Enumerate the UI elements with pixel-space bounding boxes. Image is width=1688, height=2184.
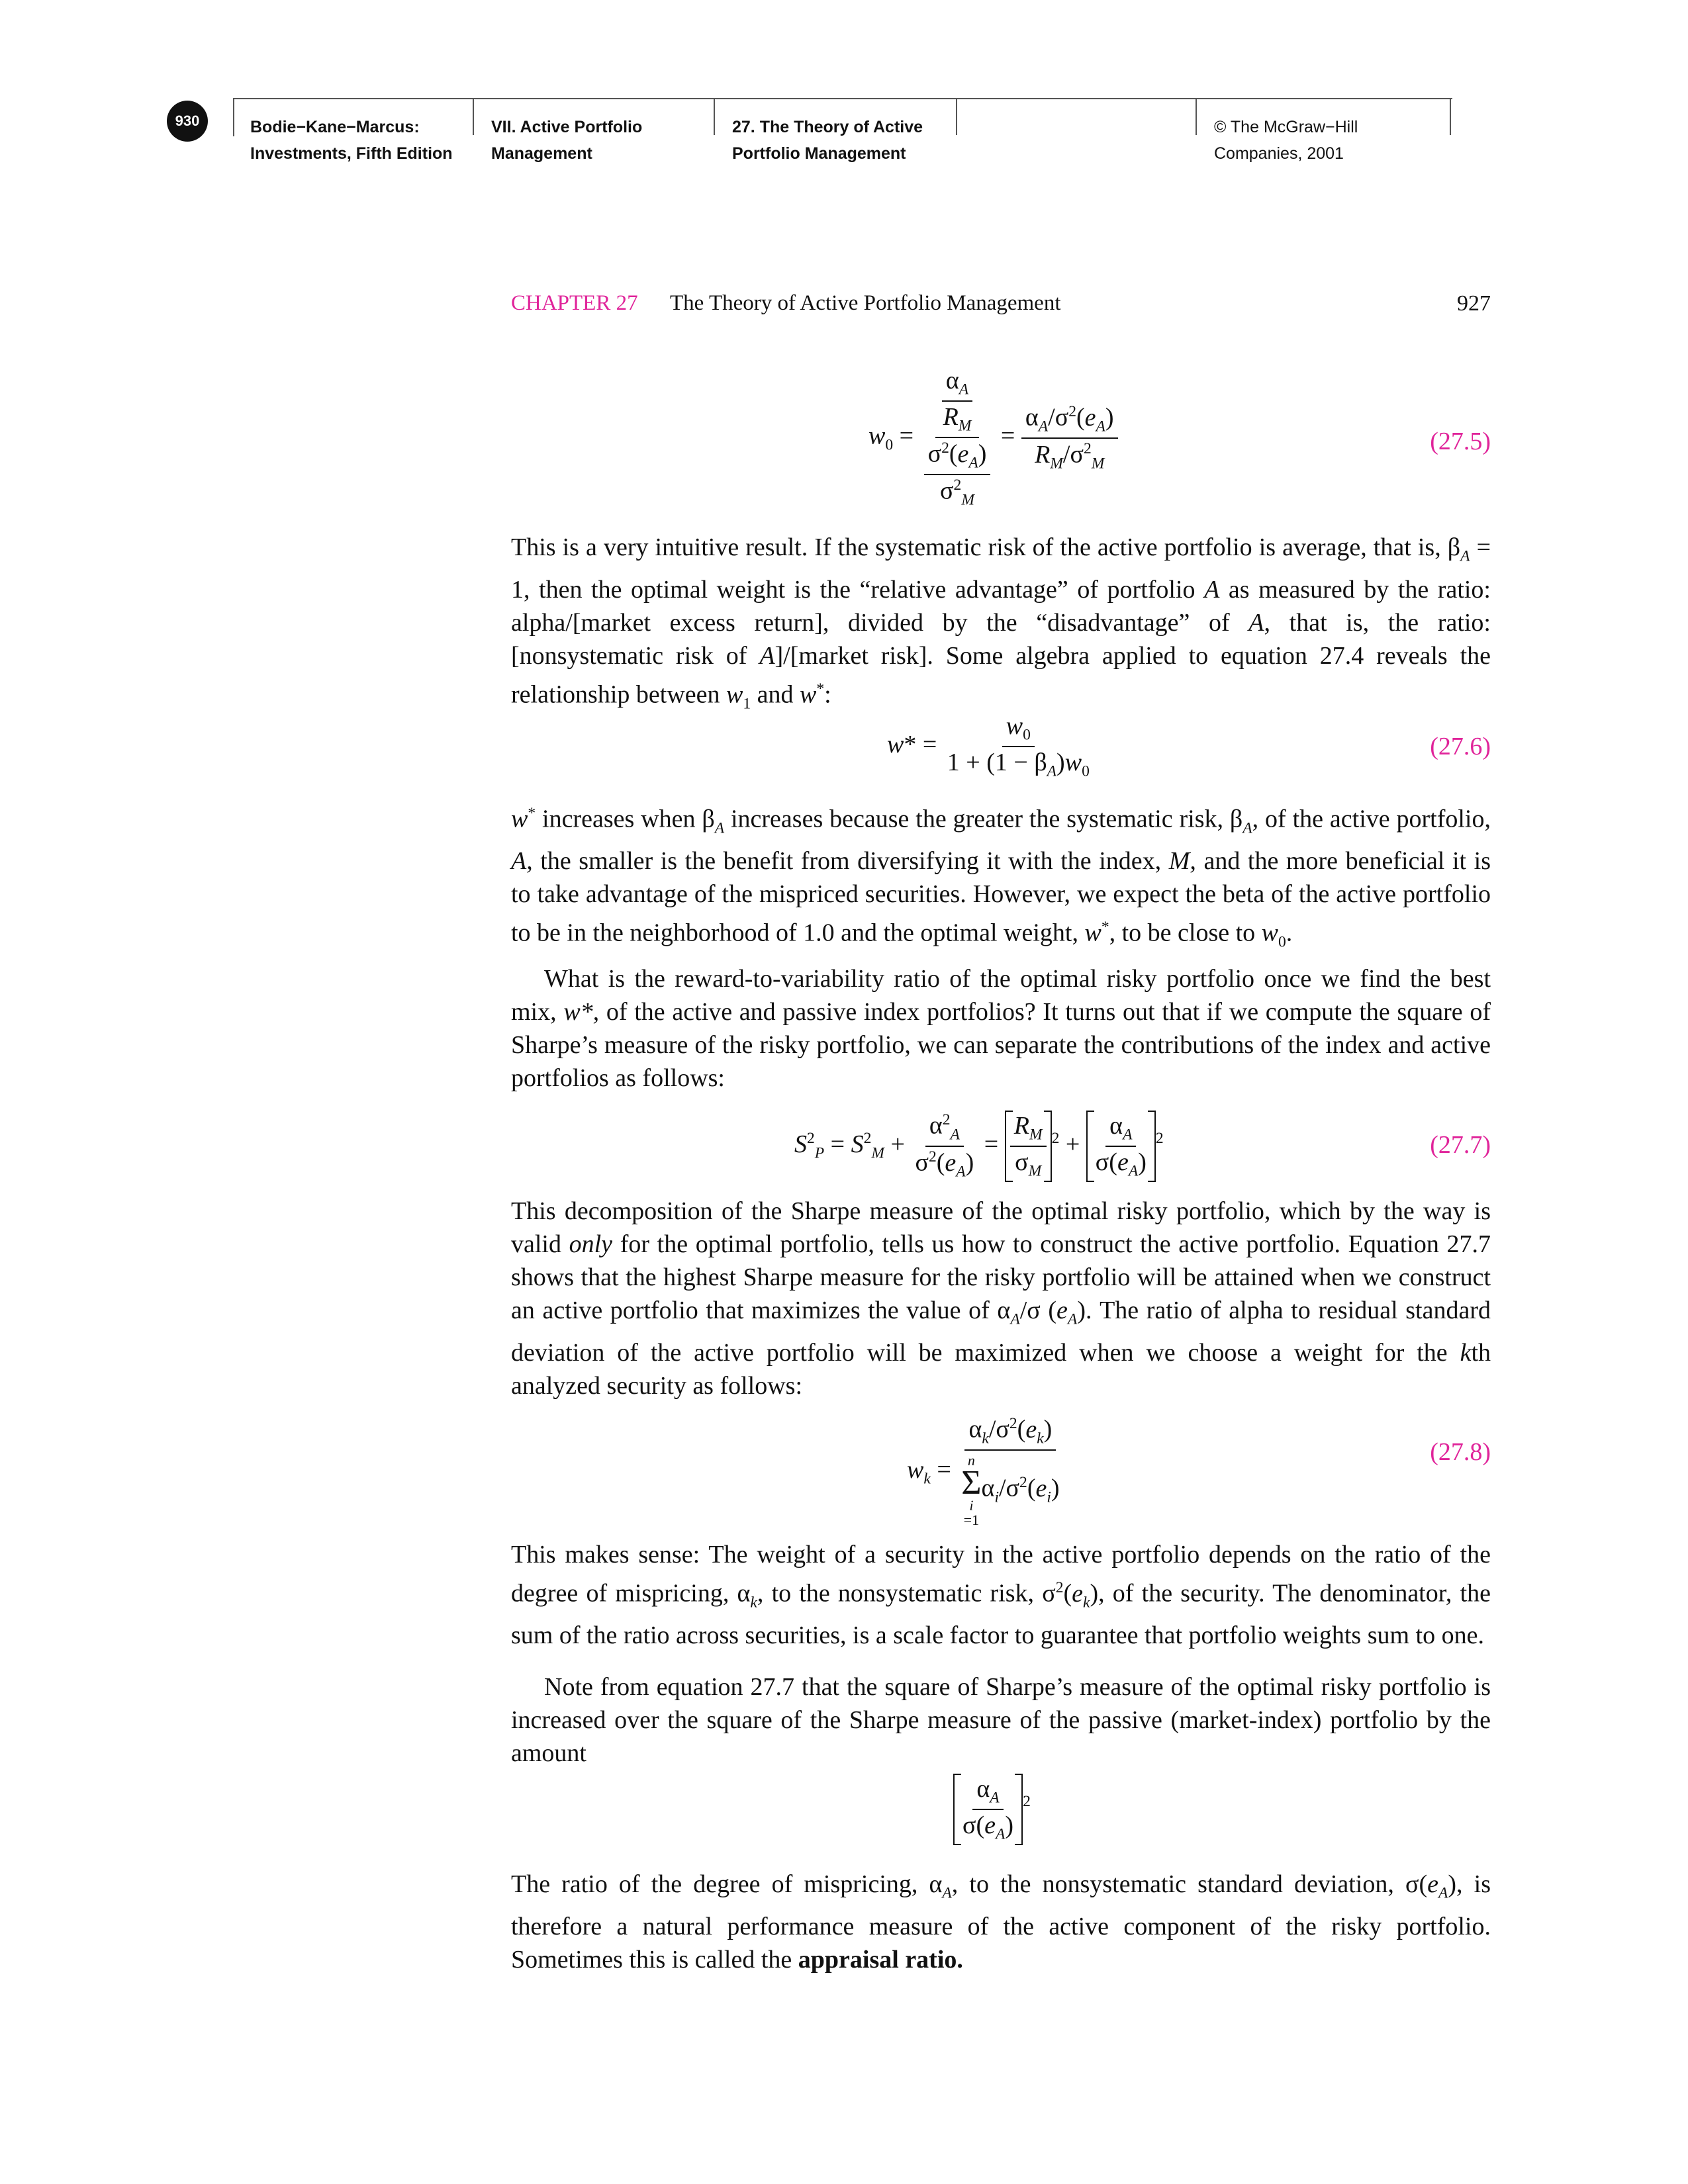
running-head-title: The Theory of Active Portfolio Management (670, 291, 1061, 315)
equation-27-6: w* = $\frac{w_0}{1 + (1 - \beta_A)w_0}$ (887, 712, 1090, 780)
header-strip (233, 98, 1452, 163)
paragraph: This decomposition of the Sharpe measure of the optimal risky portfolio, which by the way is valid only for the optimal portfolio, tells us how to construct the active portfolio. Equation 27.7 shows that the highest Sharpe measure for the risky portfolio will be attained when we construct an active portfolio that maximizes the value of $\alpha_A/\sigma$ $(e_A)$. The ratio of alpha to residual standard deviation of the active portfolio will be maximized when we choose a weight for the kth analyzed security as follows: (511, 1197, 1491, 1400)
page-number: 927 (1457, 291, 1491, 316)
header-part: VII. Active Portfolio Management (491, 118, 643, 163)
header-copyright: © The McGraw−Hill Companies, 2001 (1214, 118, 1358, 163)
paragraph: What is the reward-to-variability ratio of the optimal risky portfolio once we find the best mix, w*, of the active and passive index portfolios? It turns out that if we compute the square of Sharpe’s measure of the risky portfolio, we can separate the contributions of the index and active portfolios as follows: (511, 965, 1491, 1092)
header-divider (714, 98, 715, 135)
paragraph: Note from equation 27.7 that the square of Sharpe’s measure of the optimal risky portfolio is increased over the square of the Sharpe measure of the passive (market-index) portfolio by the amount (511, 1673, 1491, 1767)
header-divider (1450, 98, 1451, 135)
equation-number: (27.8) (1430, 1438, 1491, 1466)
equation-27-5: $w_0$ = $\frac{\frac{\alpha_A}{R_M}}{\frac{\sigma^2(e_A)}{\sigma^2_M}}$ = $\frac{\alpha_A/\sigma^2(e_A)}{R_M/\sigma^2_M}$ (868, 368, 1118, 508)
equation-number: (27.5) (1430, 428, 1491, 455)
header-divider (473, 98, 474, 135)
paragraph: This makes sense: The weight of a security in the active portfolio depends on the ratio of the degree of mispricing, $\alpha_k$, to the nonsystematic risk, $\sigma^2(e_k)$, of the security. The denominator, the sum of the ratio across securities, is a scale factor to guarantee that portfolio weights sum to one. (511, 1541, 1491, 1650)
paragraph: w* increases when $\beta_A$ increases because the greater the systematic risk, $\beta_A$, of the active portfolio, A, the smaller is the benefit from diversifying it with the index, M, and the more beneficial it is to take advantage of the mispriced securities. However, we expect the beta of the active portfolio to be in the neighborhood of 1.0 and the optimal weight, w*, to be close to $w_0$. (511, 805, 1491, 951)
header-book: Bodie−Kane−Marcus: Investments, Fifth Edition (250, 118, 453, 163)
equation-27-8: $w_k$ = $\alpha_k/\sigma^2(e_k)$ n Σ i $=1\alpha_i/\sigma^2(e_i)$ (907, 1415, 1060, 1528)
paragraph: This is a very intuitive result. If the systematic risk of the active portfolio is average, that is, $\beta_A = 1$, then the optimal weight is the “relative advantage” of portfolio A as measured by the ratio: alpha/[market excess return], divided by the “disadvantage” of A, that is, the ratio: [nonsystematic risk of A]/[market risk]. Some algebra applied to equation 27.4 reveals the relationship between $w_1$ and w*: (511, 533, 1491, 712)
page-badge: 930 (167, 101, 208, 142)
header-divider (1196, 98, 1197, 135)
header-chapter: 27. The Theory of Active Portfolio Management (732, 118, 923, 163)
paragraph: The ratio of the degree of mispricing, $\alpha_A$, to the nonsystematic standard deviation, $\sigma(e_A)$, is therefore a natural performance measure of the active component of the risky portfolio. Sometimes this is called the appraisal ratio. (511, 1870, 1491, 1974)
equation-number: (27.6) (1430, 733, 1491, 760)
appraisal-expression: $\frac{\alpha_A}{\sigma(e_A)}$ $^2$ (953, 1774, 1031, 1845)
header-divider (956, 98, 957, 135)
equation-number: (27.7) (1430, 1131, 1491, 1159)
equation-27-7: $S^2_P = S^2_M$ + $\frac{\alpha^2_A}{\sigma^2(e_A)}$ = $\frac{R_M}{\sigma_M}$ $^2$ + $\frac{\alpha_A}{\sigma(e_A)}$ $^2$ (794, 1111, 1164, 1182)
running-head-chapter: CHAPTER 27 (511, 291, 638, 315)
